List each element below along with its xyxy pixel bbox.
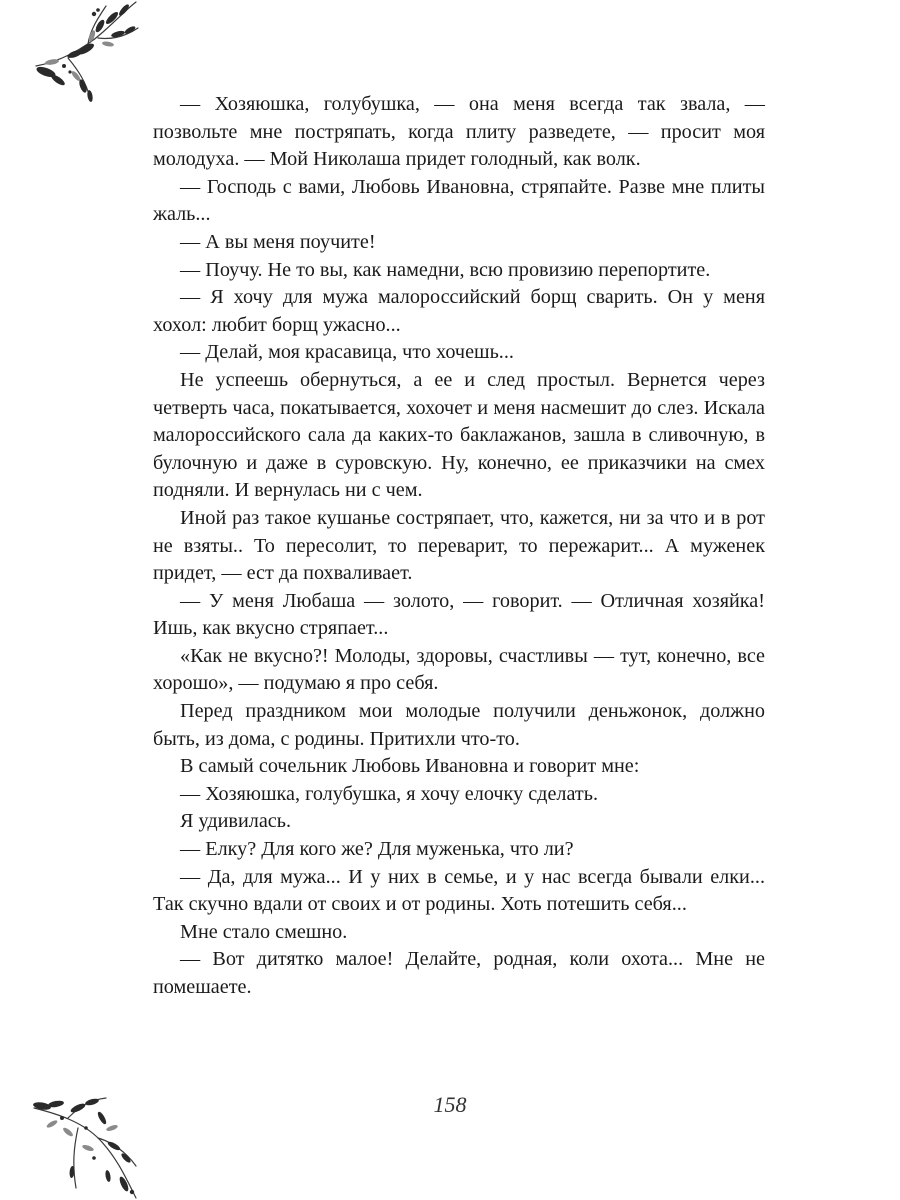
floral-ornament-top-icon <box>28 0 143 110</box>
paragraph: Мне стало смешно. <box>180 920 348 943</box>
paragraph: Не успеешь обернуться, а ее и след простыл. Вернется через четверть часа, покатывается, хохочет и меня насмешит до слез. Искала малороссийского сала да каких-то баклажанов, зашла в сливочную, в булочную и даже в суровскую. Ну, конечно, ее приказчики на смех подняли. И вернулась ни с чем. <box>153 368 765 502</box>
paragraph: — Поучу. Не то вы, как намедни, всю провизию перепортите. <box>180 258 711 281</box>
paragraph: — А вы меня поучите! <box>180 230 376 253</box>
paragraph: «Как не вкусно?! Молоды, здоровы, счастливы — тут, конечно, все хорошо», — подумаю я про себя. <box>153 644 765 695</box>
paragraph: — Делай, моя красавица, что хочешь... <box>180 341 514 364</box>
paragraph: Иной раз такое кушанье состряпает, что, кажется, ни за что и в рот не взяты.. То пересолит, то переварит, то пережарит... А муженек придет, — ест да похваливает. <box>153 506 765 585</box>
paragraph: — Господь с вами, Любовь Ивановна, стряпайте. Разве мне плиты жаль... <box>153 175 765 226</box>
page-text <box>153 91 765 1002</box>
paragraph: — Я хочу для мужа малороссийский борщ сварить. Он у меня хохол: любит борщ ужасно... <box>153 286 765 336</box>
paragraph: — Хозяюшка, голубушка, я хочу елочку сделать. <box>180 782 598 805</box>
paragraph: — Вот дитятко малое! Делайте, родная, коли охота... Мне не помешаете. <box>153 948 765 998</box>
paragraph: — Да, для мужа... И у них в семье, и у нас всегда бывали елки... Так скучно вдали от своих и от родины. Хоть потешить себя... <box>153 865 765 916</box>
paragraph: Перед праздником мои молодые получили деньжонок, должно быть, из дома, с родины. Притихли что-то. <box>153 700 765 750</box>
paragraph: В самый сочельник Любовь Ивановна и говорит мне: <box>180 755 640 778</box>
paragraph: — У меня Любаша — золото, — говорит. — Отличная хозяйка! Ишь, как вкусно стряпает... <box>153 589 765 640</box>
page-number: 158 <box>433 1092 467 1117</box>
paragraph: Я удивилась. <box>180 810 291 833</box>
paragraph: — Елку? Для кого же? Для муженька, что ли? <box>180 838 574 861</box>
floral-ornament-bottom-icon <box>28 1088 143 1200</box>
paragraph: — Хозяюшка, голубушка, — она меня всегда так звала, — позвольте мне постряпать, когда плиту разведете, — просит моя молодуха. — Мой Николаша придет голодный, как волк. <box>153 93 765 171</box>
